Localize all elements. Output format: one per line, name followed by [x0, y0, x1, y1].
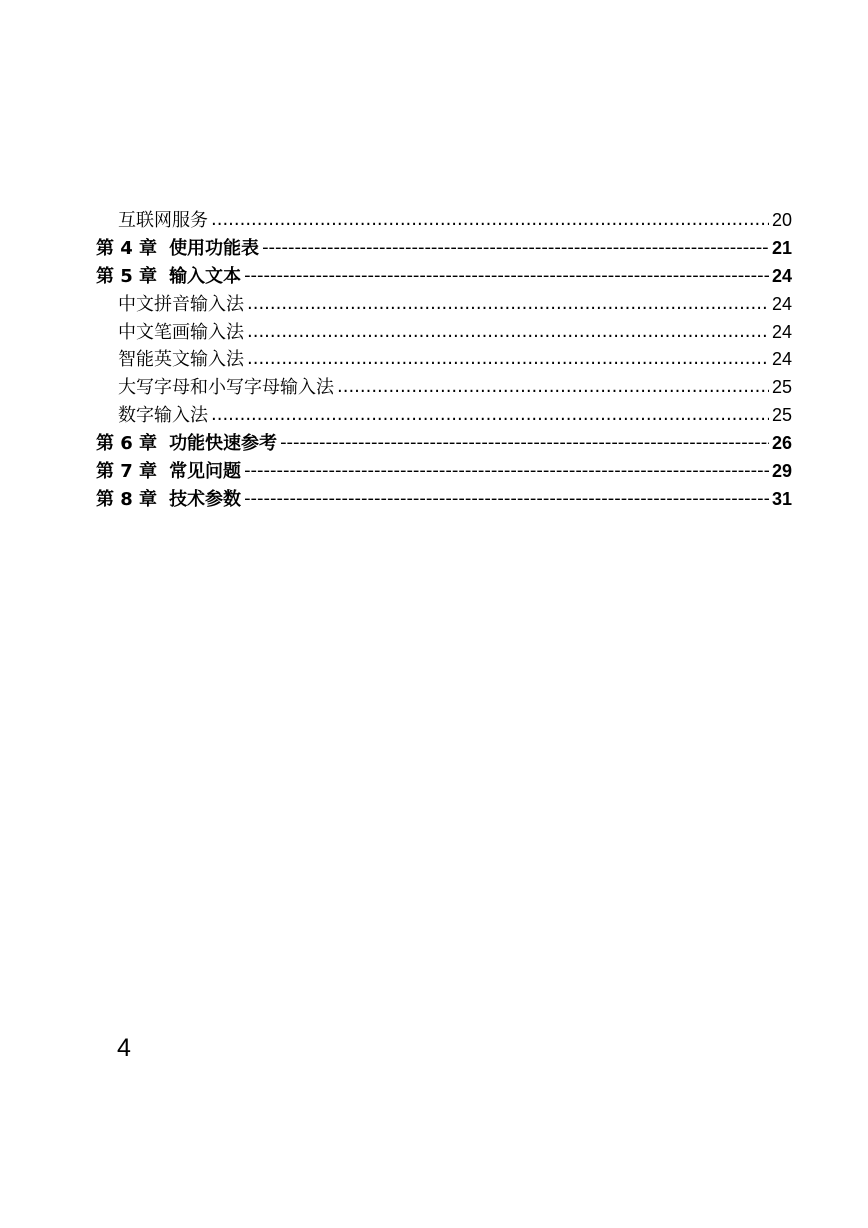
- dash-leader: [280, 429, 769, 457]
- toc-chapter-title: [96, 263, 241, 291]
- toc-chapter-7[interactable]: [96, 458, 792, 486]
- toc-entry-title: 数字输入法: [118, 405, 208, 427]
- toc-entry-chinese-pinyin[interactable]: [96, 291, 792, 319]
- chapter-name: 使用功能表: [169, 237, 260, 259]
- toc-entry-page: 26: [771, 433, 792, 454]
- toc-chapter-title: [96, 458, 241, 486]
- dot-leader: [211, 401, 769, 429]
- dash-leader: [262, 234, 769, 262]
- toc-chapter-title: [96, 486, 241, 514]
- toc-entry-page: 25: [771, 405, 792, 426]
- toc-entry-internet-services[interactable]: [96, 207, 792, 235]
- toc-entry-upper-lower-case[interactable]: [96, 374, 792, 402]
- toc-entry-page: 24: [771, 293, 792, 314]
- toc-entry-page: 29: [771, 461, 792, 482]
- chapter-name: 功能快速参考: [169, 433, 278, 455]
- toc-chapter-5[interactable]: [96, 263, 792, 291]
- toc-entry-chinese-stroke[interactable]: [96, 319, 792, 347]
- toc-entry-title: 中文笔画输入法: [118, 321, 244, 343]
- dot-leader: [211, 206, 769, 234]
- chapter-name: 技术参数: [169, 488, 242, 510]
- toc-entry-numeric-input[interactable]: [96, 402, 792, 430]
- dash-leader: [244, 485, 769, 513]
- dot-leader: [337, 373, 769, 401]
- toc-entry-page: 24: [771, 321, 792, 342]
- dot-leader: [247, 318, 769, 346]
- page-number: 4: [117, 1034, 131, 1062]
- toc-entry-title: 大写字母和小写字母输入法: [118, 377, 334, 399]
- toc-entry-page: 21: [771, 237, 792, 258]
- toc-chapter-8[interactable]: [96, 486, 792, 514]
- dash-leader: [244, 457, 769, 485]
- chapter-name: 常见问题: [169, 461, 242, 483]
- toc-entry-page: 25: [771, 377, 792, 398]
- chapter-number: 第 8 章: [96, 488, 158, 510]
- table-of-contents: [96, 207, 792, 514]
- toc-chapter-title: [96, 430, 277, 458]
- toc-entry-page: 31: [771, 488, 792, 509]
- chapter-number: 第 7 章: [96, 461, 158, 483]
- toc-entry-title: 智能英文输入法: [118, 349, 244, 371]
- toc-chapter-title: [96, 235, 259, 263]
- dot-leader: [247, 290, 769, 318]
- toc-entry-page: 24: [771, 265, 792, 286]
- toc-entry-page: 24: [771, 349, 792, 370]
- toc-entry-smart-english[interactable]: [96, 346, 792, 374]
- toc-entry-title: 互联网服务: [118, 210, 208, 231]
- chapter-number: 第 6 章: [96, 433, 158, 455]
- dash-leader: [244, 262, 769, 290]
- toc-chapter-4[interactable]: [96, 235, 792, 263]
- chapter-number: 第 4 章: [96, 237, 158, 259]
- toc-entry-page: 20: [771, 210, 792, 230]
- toc-entry-title: 中文拼音输入法: [118, 293, 244, 315]
- chapter-number: 第 5 章: [96, 265, 158, 287]
- dot-leader: [247, 345, 769, 373]
- chapter-name: 输入文本: [169, 265, 242, 287]
- toc-chapter-6[interactable]: [96, 430, 792, 458]
